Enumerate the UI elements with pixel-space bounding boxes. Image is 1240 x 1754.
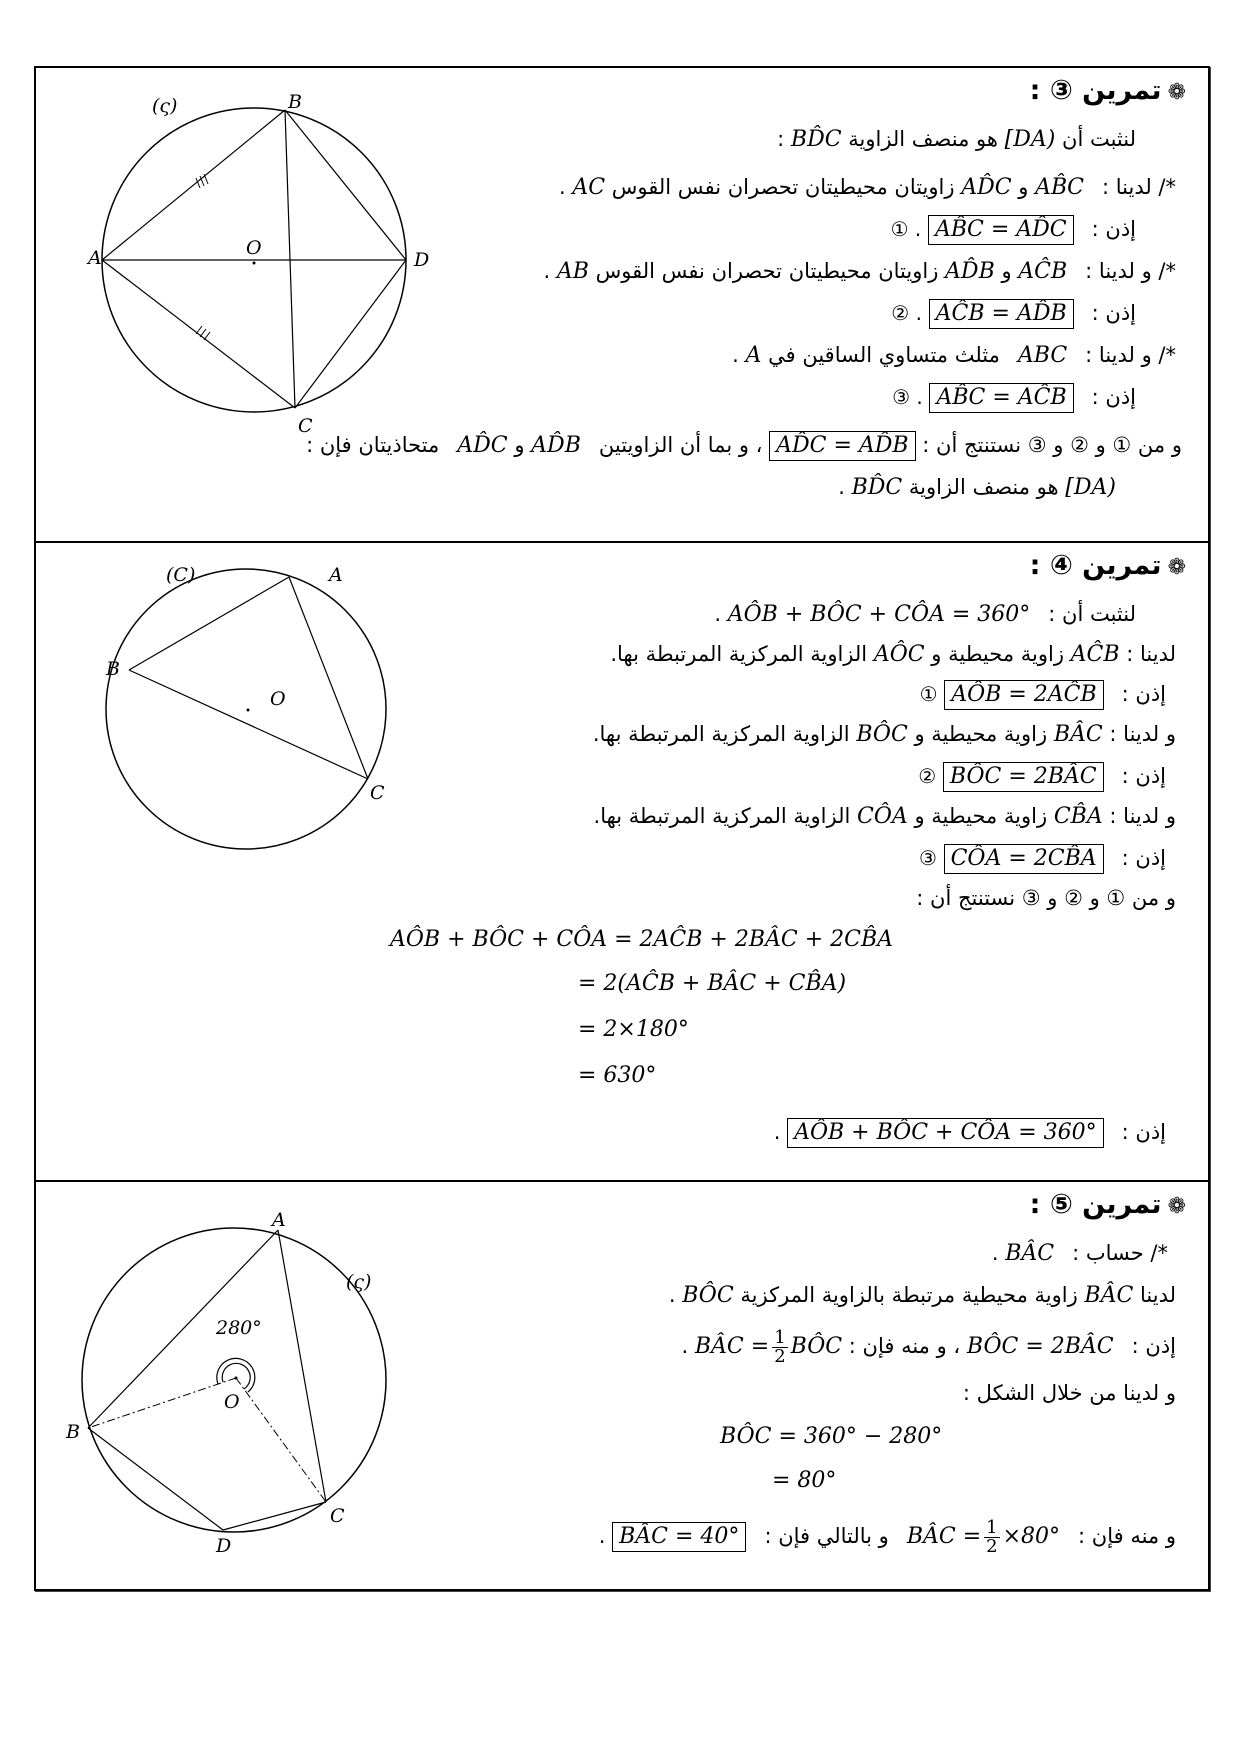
ex5-question: */ حساب :BÂC .: [991, 1241, 1168, 1266]
exercise-4-title: ❁تمرين ④ :: [1029, 550, 1186, 581]
label-c: C: [330, 1505, 345, 1527]
fraction-one-half: $\frac{1}{2}$: [986, 1516, 998, 1557]
exercise-5-section: [36, 1182, 1206, 1586]
ex5-step1: لدينا BÂC زاوية محيطية مرتبطة بالزاوية المركزية BÔC .: [668, 1283, 1176, 1308]
half-bac-formula: BÂC = $\frac{1}{2}$ BÔC: [694, 1326, 843, 1367]
exercise-3-figure: [86, 91, 430, 438]
label-d: D: [414, 249, 430, 271]
ex4-result2: إذن :BÔC = 2BÂC ②: [918, 761, 1166, 792]
label-circle: (C): [166, 564, 196, 586]
fraction-one-half: $\frac{1}{2}$: [774, 1326, 786, 1367]
ex3-result1: إذن :AB̂C = AD̂C . ①: [891, 214, 1136, 245]
ex4-conclusion: و من ① و ② و ③ نستنتج أن :: [916, 886, 1176, 910]
ex5-step2: إذن :BÔC = 2BÂC ، و منه فإن : BÂC = $\frac{1}{2}$ BÔC .: [682, 1324, 1177, 1369]
center-o: [247, 709, 250, 712]
ex5-step3: و لدينا من خلال الشكل :: [962, 1381, 1176, 1405]
ex3-step1: */ لدينا :AB̂C و AD̂C زاويتان محيطيتان تحصران نفس القوس AC .: [559, 175, 1176, 200]
exercise-5-title: ❁تمرين ⑤ :: [1029, 1189, 1186, 1220]
label-circle: (ς): [346, 1271, 372, 1293]
equal-marks: [196, 174, 210, 340]
ex4-step3: و لدينا : CB̂A زاوية محيطية و CÔA الزاوية المركزية المرتبطة بها.: [593, 804, 1176, 829]
flower-icon: ❁: [1167, 555, 1186, 580]
result-box: CÔA = 2CB̂A: [944, 844, 1104, 874]
ex3-result2: إذن :AĈB = AD̂B . ②: [891, 298, 1136, 329]
result-box: BÔC = 2BÂC: [943, 762, 1104, 792]
ex4-eq-line-2: = 2(AĈB + BÂC + CB̂A): [578, 971, 847, 996]
label-o: O: [270, 688, 286, 710]
ex4-result3: إذن :CÔA = 2CB̂A ③: [919, 843, 1166, 874]
segment-ac: [102, 260, 295, 408]
circle-c: [106, 569, 386, 849]
label-o: O: [224, 1391, 240, 1413]
exercise-4-section: [36, 543, 1206, 1180]
segment-cd: [295, 260, 406, 408]
result-box: BÂC = 40°: [612, 1522, 746, 1552]
ex4-eq-line-1: AÔB + BÔC + CÔA = 2AĈB + 2BÂC + 2CB̂A: [390, 927, 894, 952]
ex3-step3: */ و لدينا :ABCمثلث متساوي الساقين في A .: [732, 343, 1176, 368]
exercise-5-figure: [66, 1209, 406, 1557]
segment-ac: [278, 1230, 326, 1502]
label-a: A: [272, 1209, 286, 1231]
result-box: AÔB = 2AĈB: [944, 680, 1103, 710]
circle-c: [82, 1228, 386, 1532]
label-a: A: [329, 564, 343, 586]
center-o: [253, 262, 256, 265]
label-a: A: [88, 247, 102, 269]
ex4-goal: لنثبت أن :AÔB + BÔC + CÔA = 360° .: [714, 602, 1136, 627]
label-b: B: [66, 1421, 80, 1443]
flower-icon: ❁: [1167, 1194, 1186, 1219]
ex4-step1: لدينا : AĈB زاوية محيطية و AÔC الزاوية المركزية المرتبطة بها.: [610, 642, 1176, 667]
ex3-conclusion-2: [DA) هو منصف الزاوية BD̂C .: [838, 475, 1116, 500]
ex3-result3: إذن :AB̂C = AĈB . ③: [892, 382, 1136, 413]
result-box: AB̂C = AD̂C: [928, 215, 1074, 245]
segment-ab: [129, 577, 289, 670]
segment-bd: [285, 110, 406, 260]
label-b: B: [106, 658, 120, 680]
half-80-formula: BÂC = $\frac{1}{2}$ ×80°: [906, 1516, 1061, 1557]
exercise-3-section: [36, 68, 1206, 541]
ex5-eq-line-1: BÔC = 360° − 280°: [720, 1424, 943, 1449]
label-c: C: [370, 782, 385, 804]
ex3-step2: */ و لدينا :AĈB و AD̂B زاويتان محيطيتان تحصران نفس القوس AB .: [543, 259, 1176, 284]
result-box: AB̂C = AĈB: [929, 383, 1073, 413]
ex3-conclusion: و من ① و ② و ③ نستنتج أن : AD̂C = AD̂B ، و بما أن الزاويتينAD̂B و AD̂Cمتحاذيتان فإن :: [306, 430, 1182, 461]
result-box: AĈB = AD̂B: [929, 299, 1074, 329]
segment-oc: [236, 1378, 326, 1502]
segment-bc: [285, 110, 295, 408]
ex4-result1: إذن :AÔB = 2AĈB ①: [920, 679, 1166, 710]
exercise-4-figure: [66, 553, 416, 853]
result-box: AÔB + BÔC + CÔA = 360°: [787, 1118, 1104, 1148]
angle-arc: [222, 1363, 250, 1389]
segment-ob: [88, 1378, 236, 1428]
segment-bd: [88, 1428, 223, 1530]
flower-icon: ❁: [1167, 80, 1186, 105]
label-d: D: [216, 1535, 232, 1557]
label-b: B: [288, 91, 302, 113]
label-circle: (ς): [152, 95, 178, 117]
result-box: AD̂C = AD̂B: [769, 431, 915, 461]
ex4-eq-line-4: = 630°: [578, 1063, 657, 1088]
label-c: C: [298, 415, 313, 437]
ex5-final: و منه فإن :BÂC = $\frac{1}{2}$ ×80°و بالتالي فإن :BÂC = 40° .: [599, 1514, 1176, 1559]
label-o: O: [246, 237, 262, 259]
label-angle: 280°: [216, 1317, 262, 1339]
ex4-step2: و لدينا : BÂC زاوية محيطية و BÔC الزاوية المركزية المرتبطة بها.: [592, 722, 1176, 747]
ex3-goal: لنثبت أن [DA) هو منصف الزاوية BD̂C :: [777, 127, 1136, 152]
ex4-eq-line-3: = 2×180°: [578, 1017, 689, 1042]
ex4-final: إذن :AÔB + BÔC + CÔA = 360° .: [774, 1117, 1166, 1148]
ex5-eq-line-2: = 80°: [772, 1468, 837, 1493]
exercise-3-title: ❁تمرين ③ :: [1029, 75, 1186, 106]
center-o: [235, 1377, 238, 1380]
